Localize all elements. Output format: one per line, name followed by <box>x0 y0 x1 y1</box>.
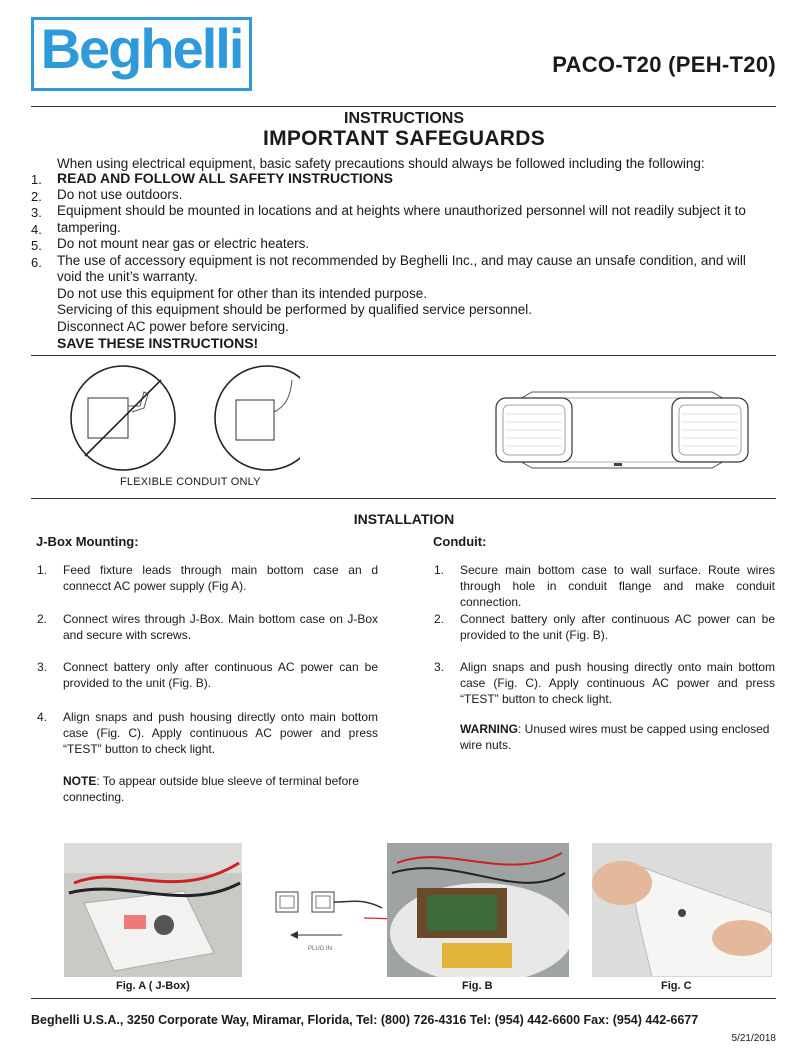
step-text: Align snaps and push housing directly onto main bottom case (Fig. C). Apply continuous AC power and press “TEST” button to check light. <box>63 710 378 756</box>
conduit-step <box>434 611 775 645</box>
step-text: Connect wires through J-Box. Main bottom case on J-Box and secure with screws. <box>63 612 378 642</box>
step-text: Secure main bottom case to wall surface. Route wires through hole in conduit flange and make conduit connection. <box>460 563 775 609</box>
footer-address: Beghelli U.S.A., 3250 Corporate Way, Miramar, Florida, Tel: (800) 726-4316 Tel: (954) 442-6600 Fax: (954) 442-6677 <box>31 1013 699 1027</box>
beghelli-logo <box>31 17 252 91</box>
safeguard-line: Do not use this equipment for other than its intended purpose. <box>57 285 427 301</box>
fig-b-photo <box>387 843 569 977</box>
flexible-conduit-icon <box>215 366 300 470</box>
number-4: 4. <box>31 221 42 237</box>
number-6: 6. <box>31 254 42 270</box>
note-text: : To appear outside blue sleeve of terminal before connecting. <box>63 774 359 804</box>
plug-in-diagram <box>272 880 390 960</box>
safeguards-intro: When using electrical equipment, basic safety precautions should always be followed including the following: <box>57 156 705 171</box>
save-instructions: SAVE THESE INSTRUCTIONS! <box>57 335 259 351</box>
logo-text: Beghelli <box>40 17 243 80</box>
safeguard-line: Do not use outdoors. <box>57 186 183 202</box>
step-number: 2. <box>434 612 445 626</box>
installation-heading: INSTALLATION <box>353 511 455 527</box>
safeguard-list <box>57 170 777 352</box>
fig-a-caption: Fig. A ( J-Box) <box>116 980 190 992</box>
safeguards-title: IMPORTANT SAFEGUARDS <box>262 127 546 150</box>
number-2: 2. <box>31 188 42 204</box>
section-divider <box>31 498 776 499</box>
jbox-note <box>63 773 378 805</box>
warning-text: : Unused wires must be capped using enclosed wire nuts. <box>460 722 770 752</box>
safeguard-line: READ AND FOLLOW ALL SAFETY INSTRUCTIONS <box>57 170 393 186</box>
number-5: 5. <box>31 238 42 253</box>
header-divider <box>31 106 776 107</box>
step-text: Feed fixture leads through main bottom case an d connecct AC power supply (Fig A). <box>63 563 378 593</box>
number-1: 1. <box>31 172 42 187</box>
fig-a-photo <box>64 843 242 977</box>
safeguard-line: tampering. <box>57 219 121 235</box>
step-text: Connect battery only after continuous AC power can be provided to the unit (Fig. B). <box>460 612 775 642</box>
safeguard-line: Do not mount near gas or electric heaters. <box>57 236 310 251</box>
step-number: 3. <box>434 660 445 674</box>
step-text: Align snaps and push housing directly onto main bottom case (Fig. C). Apply continuous AC power and press “TEST” button to check light. <box>460 660 775 706</box>
plug-in-label: PLUG IN <box>308 946 333 952</box>
conduit-diagram <box>60 362 300 474</box>
safeguard-line: Equipment should be mounted in locations and at heights where unauthorized personnel will not readily subject it to <box>57 203 746 218</box>
safeguard-line: void the unit’s warranty. <box>57 269 198 284</box>
prohibited-mounting-icon <box>71 366 175 470</box>
fig-c-caption: Fig. C <box>661 980 692 992</box>
step-number: 3. <box>37 660 48 674</box>
safeguard-line: Servicing of this equipment should be performed by qualified service personnel. <box>57 302 533 317</box>
conduit-step <box>434 562 775 609</box>
step-number: 4. <box>37 710 48 724</box>
footer-divider <box>31 998 776 999</box>
conduit-warning <box>460 721 775 753</box>
jbox-heading: J-Box Mounting: <box>36 534 139 549</box>
document-date: 5/21/2018 <box>731 1033 776 1044</box>
note-label: NOTE <box>63 774 97 788</box>
fig-c-photo <box>592 843 772 977</box>
flexible-conduit-caption: FLEXIBLE CONDUIT ONLY <box>120 476 261 488</box>
conduit-step <box>434 659 775 709</box>
model-number: PACO-T20 (PEH-T20) <box>552 52 776 77</box>
step-number: 1. <box>434 563 445 577</box>
jbox-step <box>37 709 378 759</box>
fixture-drawing <box>494 386 750 474</box>
safeguard-line: Disconnect AC power before servicing. <box>57 318 289 334</box>
step-text: Connect battery only after continuous AC power can be provided to the unit (Fig. B). <box>63 660 378 690</box>
section-divider <box>31 355 776 356</box>
number-3: 3. <box>31 205 42 220</box>
fig-b-caption: Fig. B <box>462 980 493 992</box>
jbox-step <box>37 562 378 596</box>
safeguard-line: The use of accessory equipment is not recommended by Beghelli Inc., and may cause an unsafe condition, and will <box>57 252 746 268</box>
safeguard-numbers <box>31 172 42 271</box>
step-number: 2. <box>37 612 48 626</box>
instructions-heading: INSTRUCTIONS <box>344 110 464 127</box>
warning-label: WARNING <box>460 722 518 736</box>
jbox-step <box>37 659 378 693</box>
conduit-heading: Conduit: <box>433 534 487 549</box>
step-number: 1. <box>37 563 48 577</box>
jbox-step <box>37 611 378 645</box>
